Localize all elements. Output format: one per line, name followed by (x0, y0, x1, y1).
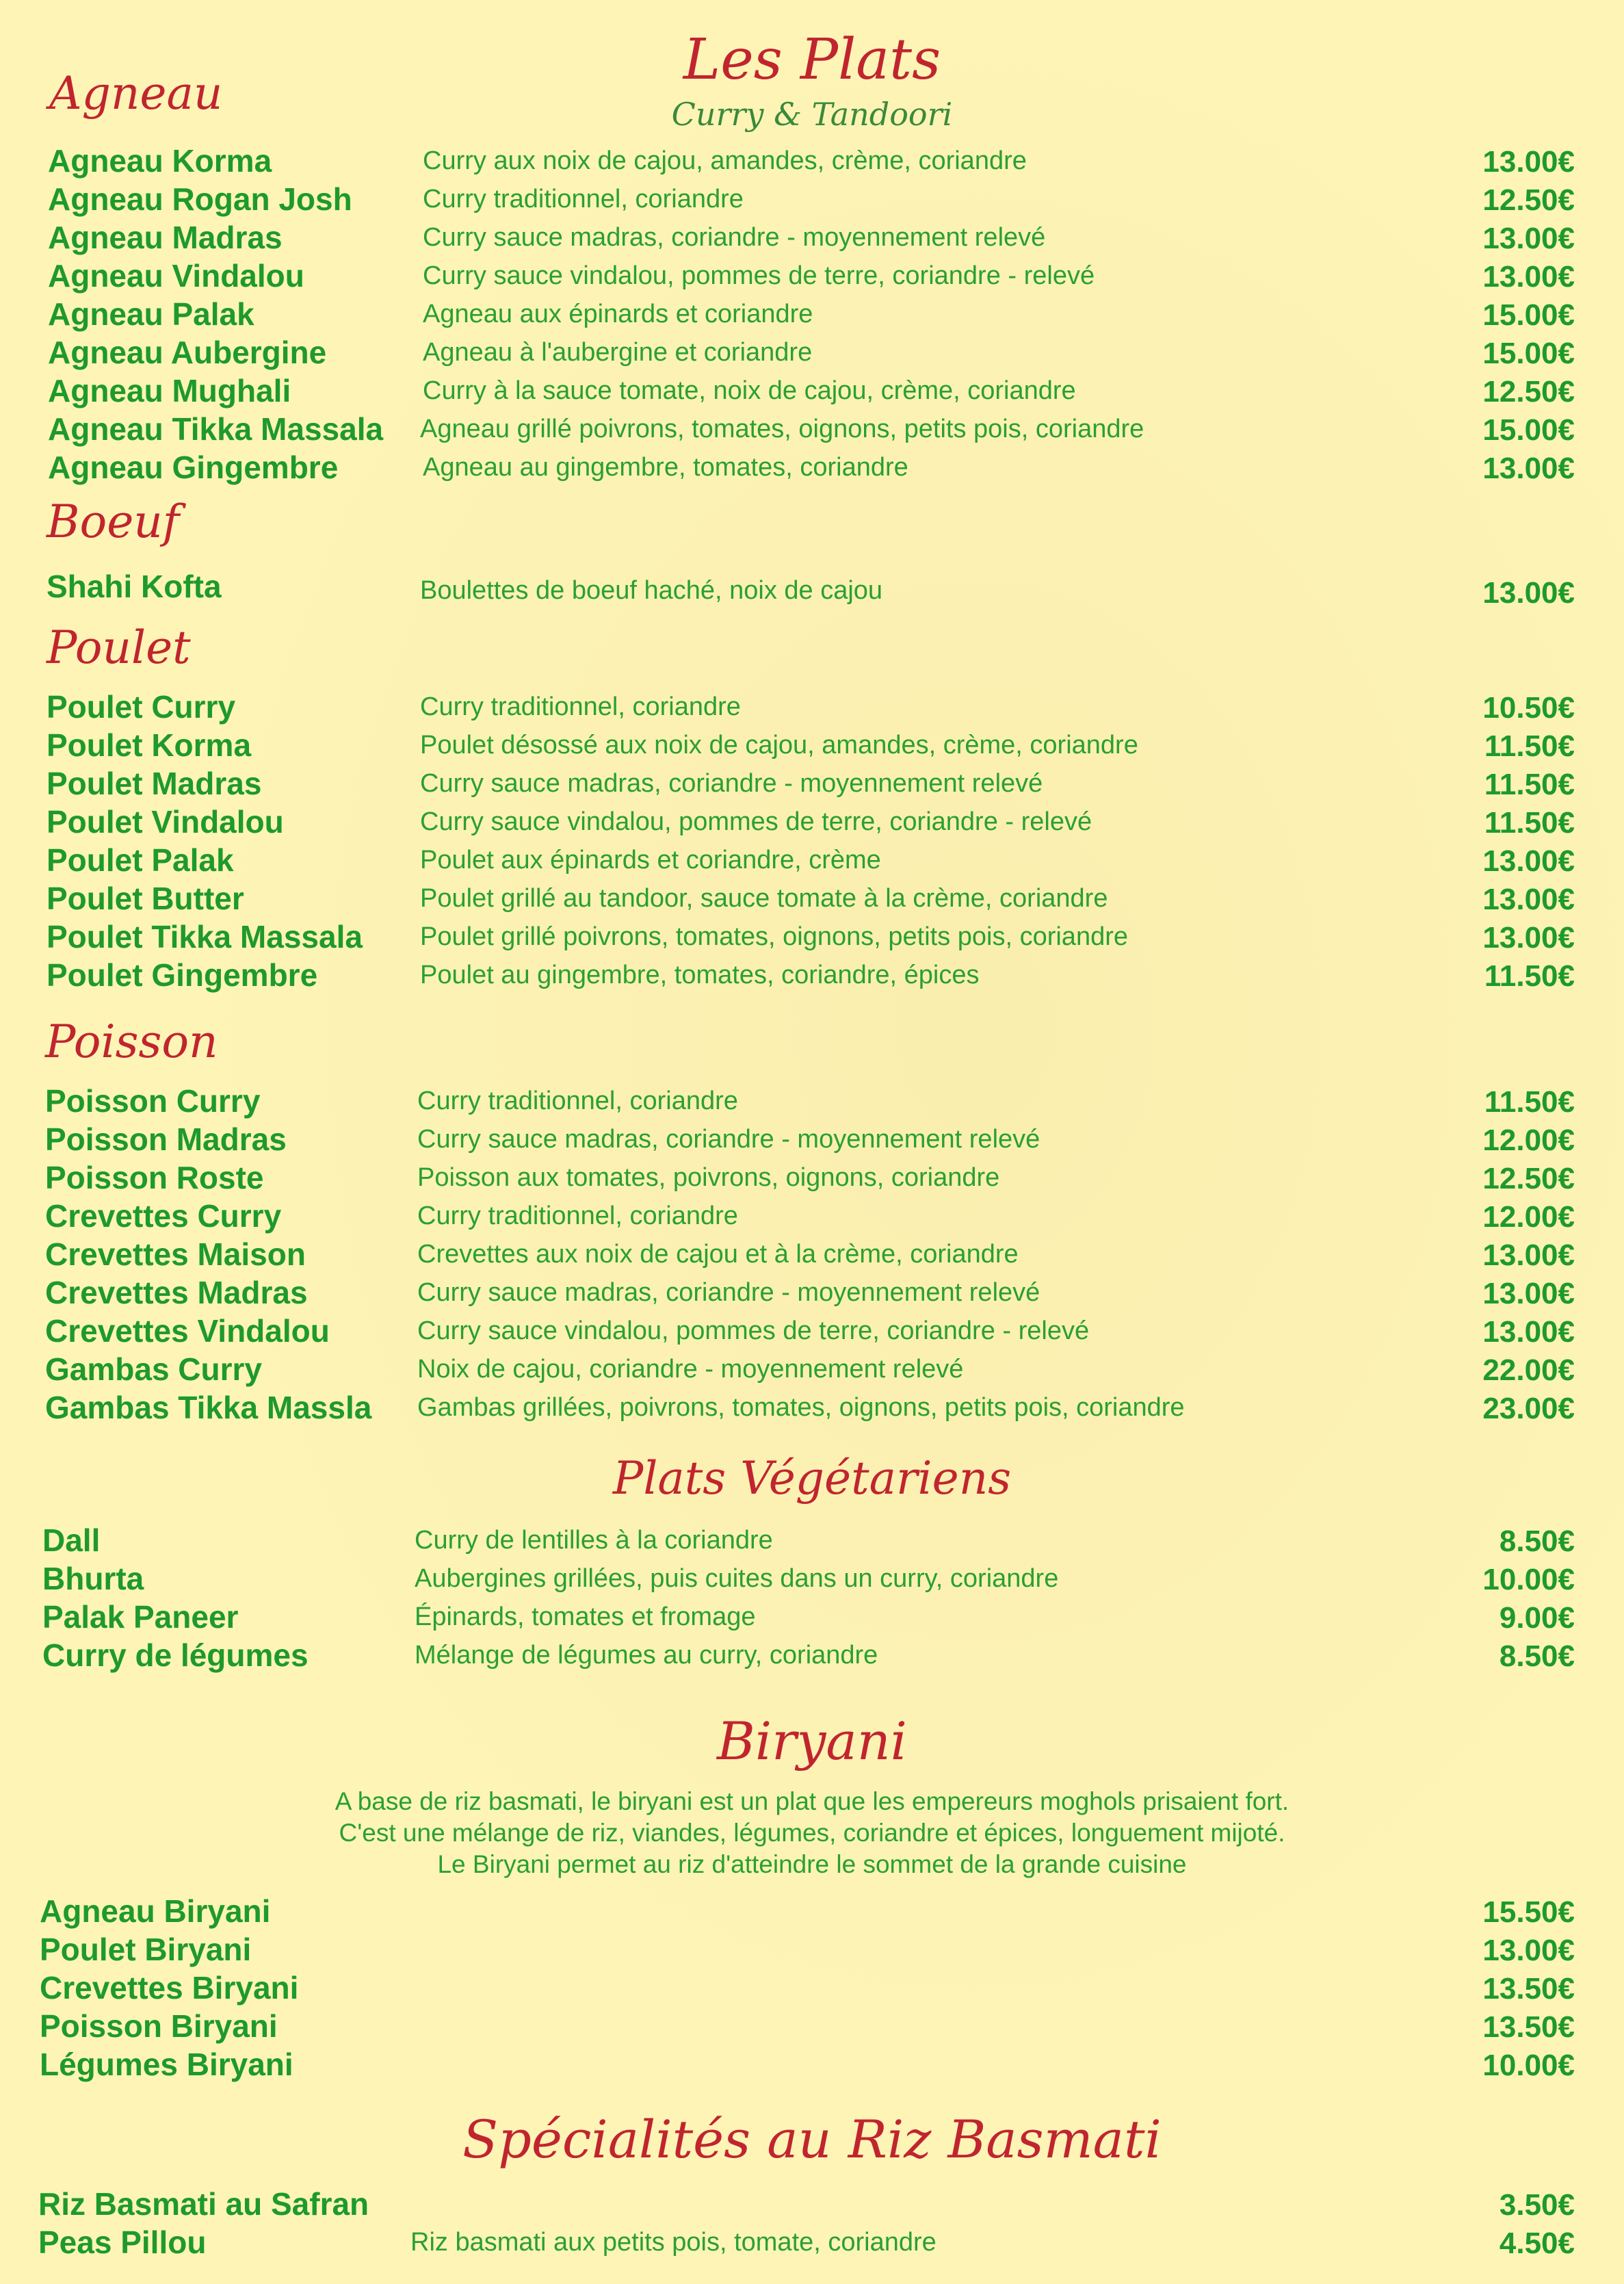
item-name: Peas Pillou (38, 2224, 207, 2260)
section-heading-boeuf: Boeuf (47, 495, 180, 548)
item-price: 13.00€ (1482, 145, 1575, 179)
item-name: Poisson Biryani (40, 2008, 278, 2044)
menu-item (0, 2008, 1624, 2046)
item-price: 10.00€ (1482, 2049, 1575, 2082)
item-name: Agneau Palak (48, 296, 254, 332)
item-price: 15.00€ (1482, 337, 1575, 370)
menu-item (0, 1522, 1624, 1560)
item-name: Poulet Vindalou (47, 804, 284, 840)
item-name: Poulet Palak (47, 842, 234, 878)
menu-item (0, 1389, 1624, 1427)
item-name: Agneau Biryani (40, 1893, 271, 1929)
item-name: Poulet Korma (47, 727, 252, 763)
item-name: Poulet Butter (47, 881, 244, 916)
item-name: Poisson Roste (45, 1160, 264, 1195)
page-title: Les Plats (683, 27, 941, 92)
item-description: Curry sauce madras, coriandre - moyennement relevé (417, 1278, 1040, 1307)
section-heading-poisson: Poisson (45, 1015, 218, 1068)
menu-item (0, 1197, 1624, 1236)
item-price: 15.00€ (1482, 413, 1575, 447)
menu-item (0, 2224, 1624, 2262)
item-description: Curry sauce madras, coriandre - moyennement relevé (423, 223, 1046, 252)
item-name: Agneau Vindalou (48, 258, 304, 294)
section-heading-vegetariens: Plats Végétariens (612, 1452, 1012, 1505)
menu-item (0, 688, 1624, 727)
item-price: 13.00€ (1482, 1238, 1575, 1272)
item-price: 12.50€ (1482, 183, 1575, 217)
menu-item (0, 449, 1624, 487)
item-description: Aubergines grillées, puis cuites dans un curry, coriandre (415, 1564, 1059, 1593)
item-name: Curry de légumes (42, 1637, 309, 1673)
item-price: 10.50€ (1482, 691, 1575, 725)
item-price: 12.50€ (1482, 375, 1575, 408)
menu-item (0, 1121, 1624, 1159)
item-price: 13.00€ (1482, 1277, 1575, 1310)
menu-item (0, 372, 1624, 411)
item-price: 4.50€ (1499, 2227, 1575, 2260)
item-price: 11.50€ (1484, 806, 1575, 840)
item-price: 22.00€ (1482, 1353, 1575, 1387)
item-price: 13.00€ (1482, 452, 1575, 485)
item-name: Palak Paneer (42, 1599, 239, 1635)
item-description: Curry traditionnel, coriandre (417, 1087, 738, 1115)
item-name: Crevettes Maison (45, 1236, 306, 1272)
item-name: Bhurta (42, 1561, 144, 1596)
intro-line: A base de riz basmati, le biryani est un plat que les empereurs moghols prisaient fort. (335, 1787, 1289, 1815)
item-price: 11.50€ (1484, 959, 1575, 993)
item-description: Curry sauce vindalou, pommes de terre, coriandre - relevé (420, 807, 1092, 836)
item-name: Poisson Madras (45, 1121, 287, 1157)
menu-item (0, 2046, 1624, 2084)
item-description: Poulet grillé poivrons, tomates, oignons, petits pois, coriandre (420, 922, 1128, 951)
item-description: Curry traditionnel, coriandre (417, 1202, 738, 1230)
intro-line: C'est une mélange de riz, viandes, légumes, coriandre et épices, longuement mijoté. (339, 1819, 1285, 1847)
item-name: Agneau Mughali (48, 373, 291, 408)
item-price: 3.50€ (1499, 2188, 1575, 2222)
item-name: Crevettes Vindalou (45, 1313, 330, 1349)
item-price: 23.00€ (1482, 1392, 1575, 1425)
item-name: Dall (42, 1522, 101, 1558)
item-description: Crevettes aux noix de cajou et à la crème, coriandre (417, 1240, 1019, 1269)
menu-item (0, 181, 1624, 219)
page-subtitle: Curry & Tandoori (671, 96, 953, 133)
item-price: 13.00€ (1482, 883, 1575, 916)
menu-item (0, 142, 1624, 181)
menu-item (0, 334, 1624, 372)
item-description: Agneau aux épinards et coriandre (423, 300, 813, 328)
item-description: Poulet désossé aux noix de cajou, amandes, crème, coriandre (420, 731, 1138, 760)
item-price: 15.00€ (1482, 298, 1575, 332)
menu-item (0, 1236, 1624, 1274)
item-name: Gambas Curry (45, 1351, 263, 1387)
item-name: Crevettes Biryani (40, 1970, 299, 2006)
section-heading-riz: Spécialités au Riz Basmati (462, 2109, 1162, 2170)
menu-item (0, 1969, 1624, 2008)
item-price: 13.00€ (1482, 576, 1575, 610)
item-name: Agneau Rogan Josh (48, 181, 352, 217)
item-price: 10.00€ (1482, 1563, 1575, 1596)
menu-item (0, 1931, 1624, 1969)
item-description: Agneau grillé poivrons, tomates, oignons, petits pois, coriandre (420, 415, 1144, 443)
item-name: Poulet Madras (47, 766, 262, 801)
menu-item (0, 257, 1624, 296)
item-name: Agneau Gingembre (48, 450, 339, 485)
menu-item (0, 1637, 1624, 1675)
menu-item (0, 411, 1624, 449)
item-name: Poulet Biryani (40, 1932, 252, 1967)
item-name: Agneau Korma (48, 143, 272, 179)
item-name: Shahi Kofta (47, 569, 222, 604)
item-name: Agneau Aubergine (48, 335, 327, 370)
item-price: 9.00€ (1499, 1601, 1575, 1635)
item-name: Poulet Curry (47, 689, 236, 725)
item-description: Poulet grillé au tandoor, sauce tomate à la crème, coriandre (420, 884, 1108, 913)
biryani-intro (0, 1786, 1624, 1880)
item-description: Curry traditionnel, coriandre (420, 692, 741, 721)
item-description: Noix de cajou, coriandre - moyennement relevé (417, 1355, 964, 1384)
item-description: Riz basmati aux petits pois, tomate, coriandre (410, 2228, 937, 2257)
menu-item (0, 918, 1624, 957)
menu-item (0, 1159, 1624, 1197)
item-price: 12.50€ (1482, 1162, 1575, 1195)
item-price: 11.50€ (1484, 1085, 1575, 1119)
item-description: Curry à la sauce tomate, noix de cajou, crème, coriandre (423, 376, 1076, 405)
item-description: Agneau à l'aubergine et coriandre (423, 338, 813, 367)
menu-item (0, 842, 1624, 880)
item-description: Curry sauce vindalou, pommes de terre, coriandre - relevé (417, 1316, 1090, 1345)
menu-item (0, 803, 1624, 842)
menu-item (0, 2185, 1624, 2224)
menu-item (0, 727, 1624, 765)
menu-item (0, 568, 1624, 610)
item-description: Épinards, tomates et fromage (415, 1602, 756, 1631)
menu-item (0, 957, 1624, 995)
menu-item (0, 1274, 1624, 1312)
menu-item (0, 1082, 1624, 1121)
menu-item (0, 1351, 1624, 1389)
section-heading-biryani: Biryani (717, 1711, 907, 1772)
item-description: Curry traditionnel, coriandre (423, 185, 744, 213)
item-price: 13.00€ (1482, 844, 1575, 878)
item-price: 12.00€ (1482, 1200, 1575, 1234)
menu-item (0, 1312, 1624, 1351)
section-heading-agneau: Agneau (49, 67, 223, 120)
item-name: Crevettes Curry (45, 1198, 282, 1234)
menu-item (0, 219, 1624, 257)
item-price: 13.50€ (1482, 2010, 1575, 2044)
item-price: 13.50€ (1482, 1972, 1575, 2006)
item-name: Poulet Gingembre (47, 957, 318, 993)
menu-item (0, 296, 1624, 334)
item-name: Agneau Tikka Massala (48, 411, 384, 447)
item-name: Légumes Biryani (40, 2047, 293, 2082)
item-description: Gambas grillées, poivrons, tomates, oignons, petits pois, coriandre (417, 1393, 1185, 1422)
item-price: 12.00€ (1482, 1124, 1575, 1157)
item-price: 15.50€ (1482, 1895, 1575, 1929)
item-name: Riz Basmati au Safran (38, 2186, 369, 2222)
item-price: 13.00€ (1482, 260, 1575, 294)
item-name: Poulet Tikka Massala (47, 919, 363, 955)
intro-line: Le Biryani permet au riz d'atteindre le sommet de la grande cuisine (437, 1850, 1187, 1878)
item-price: 13.00€ (1482, 1934, 1575, 1967)
item-description: Boulettes de boeuf haché, noix de cajou (420, 576, 883, 605)
menu-item (0, 1598, 1624, 1637)
item-price: 8.50€ (1499, 1524, 1575, 1558)
item-description: Poulet au gingembre, tomates, coriandre, épices (420, 961, 980, 989)
item-price: 11.50€ (1484, 729, 1575, 763)
item-price: 11.50€ (1484, 768, 1575, 801)
item-description: Curry sauce vindalou, pommes de terre, coriandre - relevé (423, 261, 1095, 290)
item-name: Poisson Curry (45, 1083, 261, 1119)
menu-item (0, 765, 1624, 803)
item-name: Crevettes Madras (45, 1275, 308, 1310)
menu-item (0, 880, 1624, 918)
item-description: Curry de lentilles à la coriandre (415, 1526, 773, 1555)
item-name: Gambas Tikka Massla (45, 1390, 372, 1425)
item-price: 13.00€ (1482, 222, 1575, 255)
section-heading-poulet: Poulet (47, 621, 191, 674)
item-description: Poisson aux tomates, poivrons, oignons, coriandre (417, 1163, 1000, 1192)
item-description: Mélange de légumes au curry, coriandre (415, 1641, 878, 1670)
menu-item (0, 1560, 1624, 1598)
item-description: Curry aux noix de cajou, amandes, crème, coriandre (423, 146, 1027, 175)
item-price: 8.50€ (1499, 1639, 1575, 1673)
item-price: 13.00€ (1482, 921, 1575, 955)
item-description: Curry sauce madras, coriandre - moyennement relevé (420, 769, 1043, 798)
item-description: Curry sauce madras, coriandre - moyennement relevé (417, 1125, 1040, 1154)
item-name: Agneau Madras (48, 220, 283, 255)
item-price: 13.00€ (1482, 1315, 1575, 1349)
item-description: Agneau au gingembre, tomates, coriandre (423, 453, 908, 482)
menu-item (0, 1893, 1624, 1931)
item-description: Poulet aux épinards et coriandre, crème (420, 846, 881, 874)
